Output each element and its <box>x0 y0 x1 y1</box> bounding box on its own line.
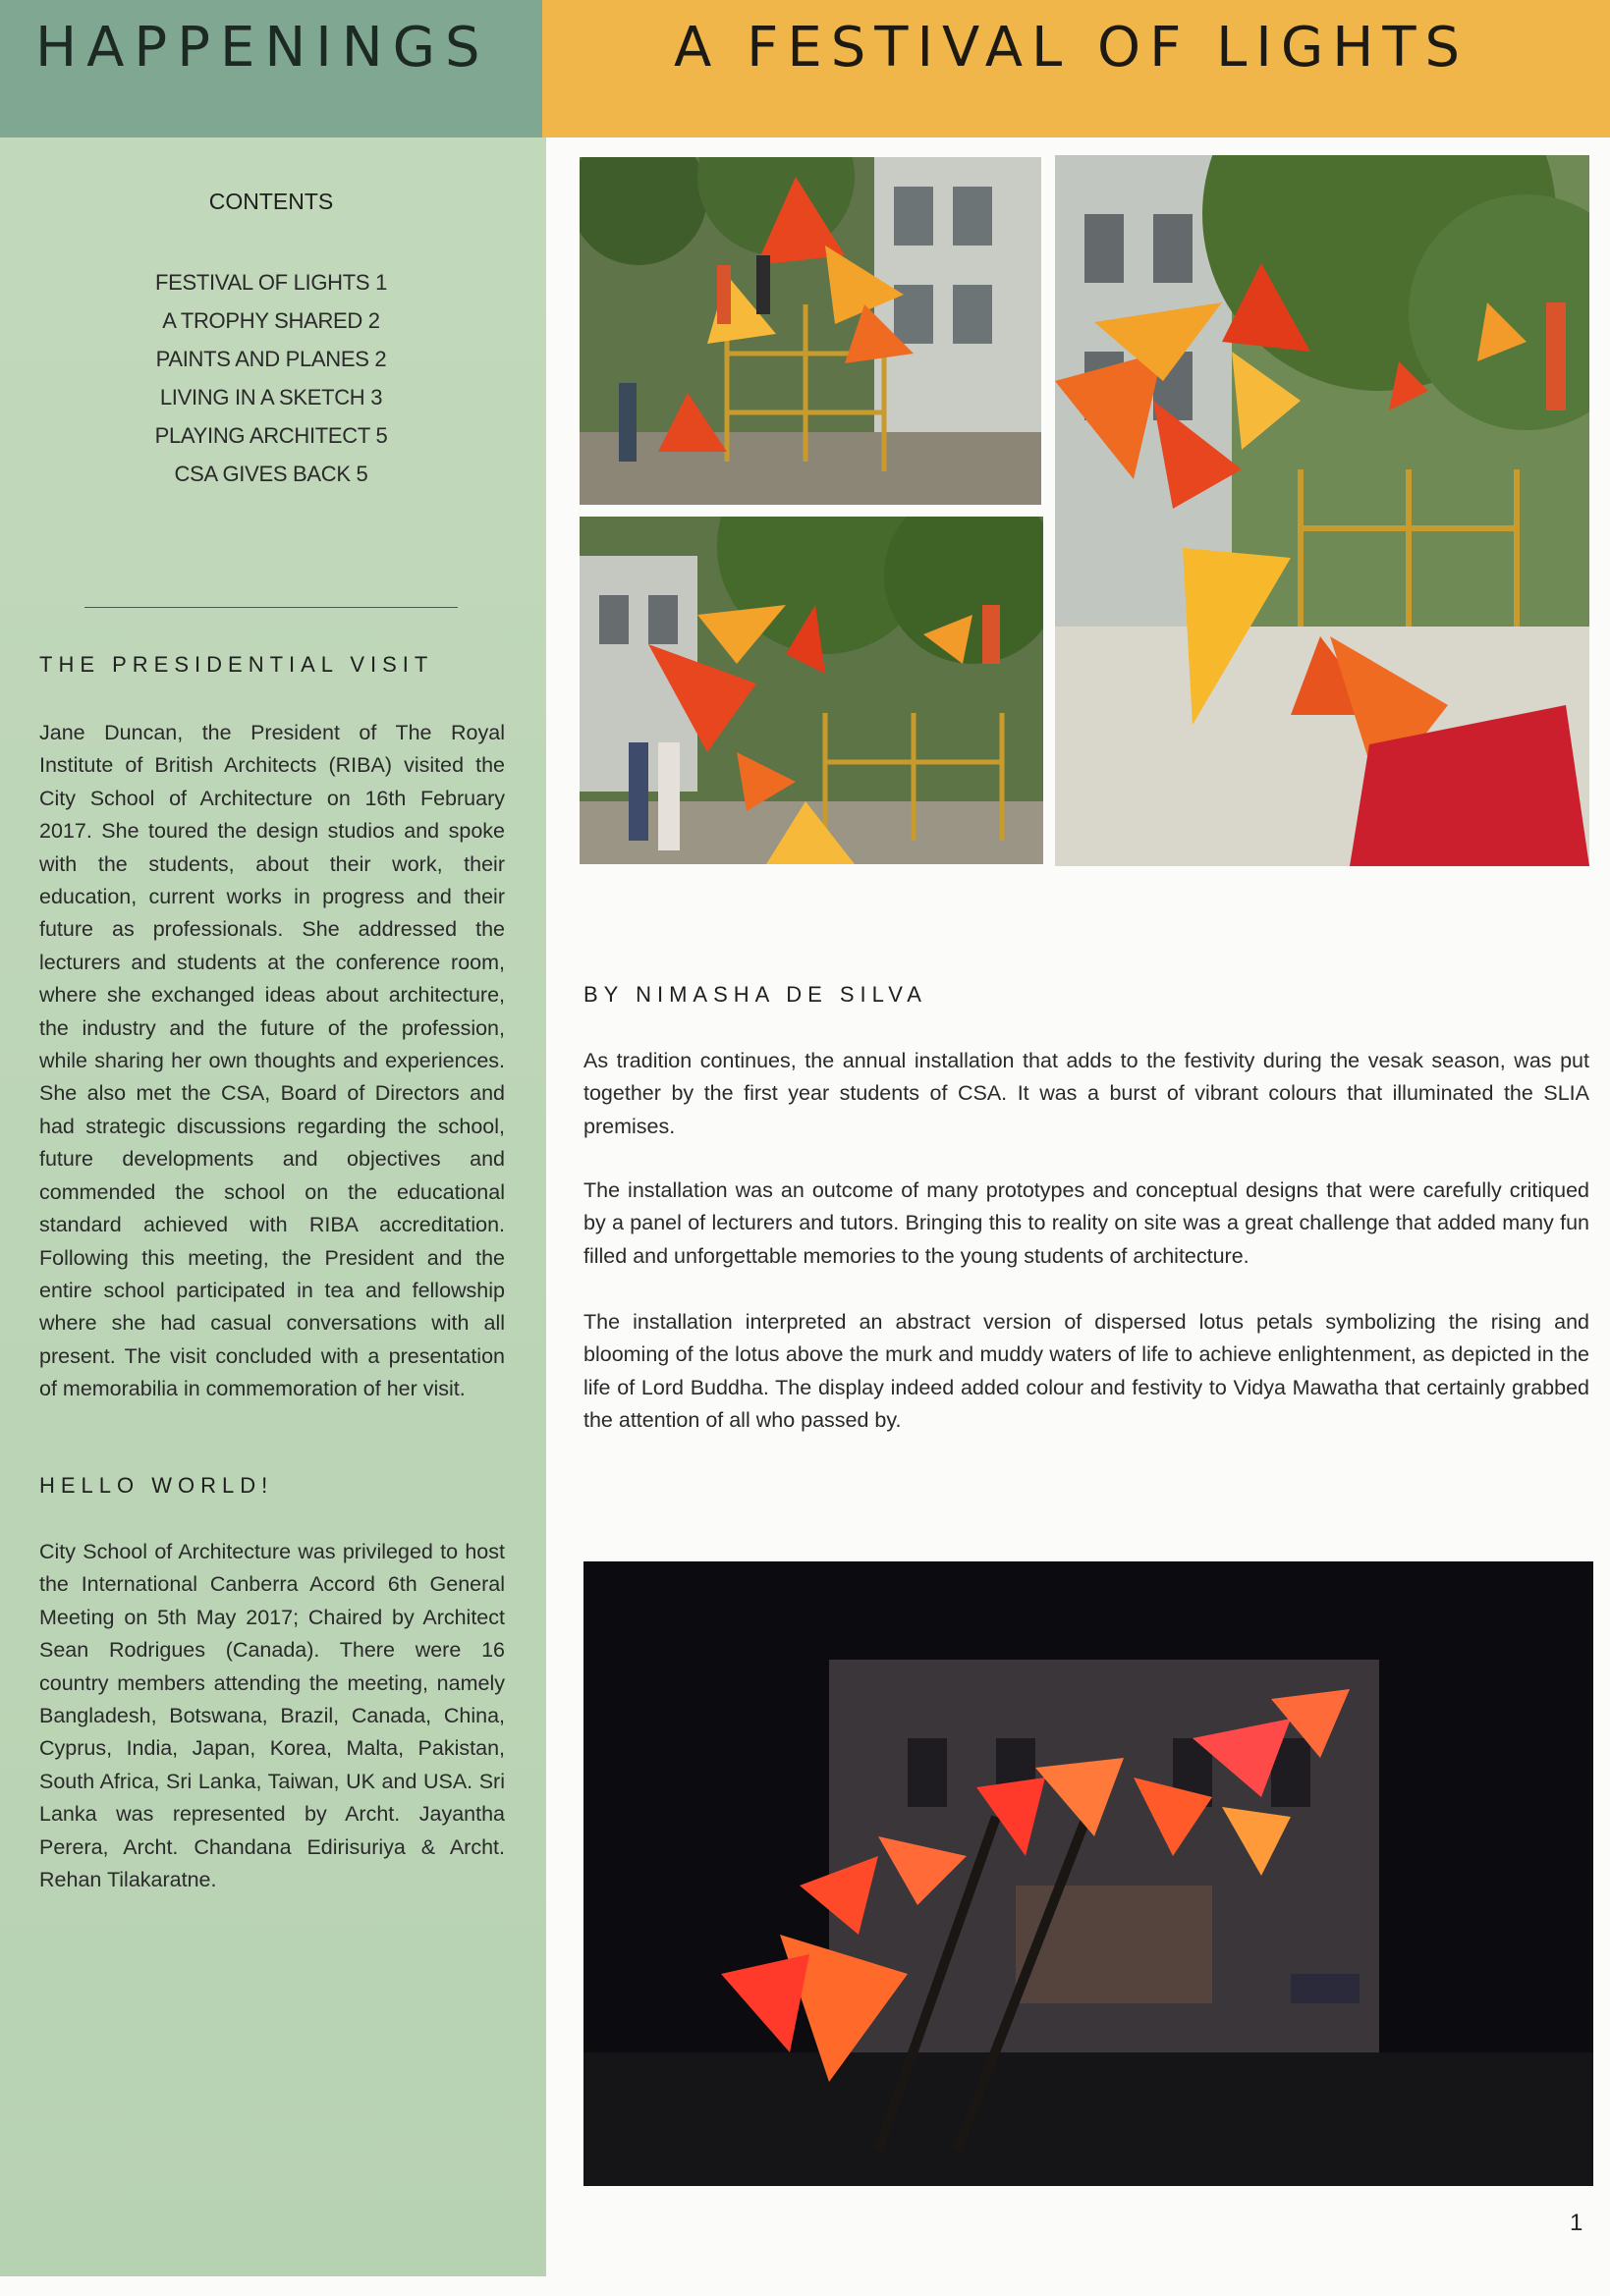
toc-item: LIVING IN A SKETCH 3 <box>159 385 383 410</box>
installation-photo-3 <box>1055 155 1589 866</box>
article-paragraph: The installation was an outcome of many prototypes and conceptual designs that were carefully critiqued by a panel of lecturers and tutors. Bringing this to reality on site was a great challenge that added many fun filled and unforgettable memories to the young students of architecture. <box>583 1178 1589 1268</box>
toc-item: PAINTS AND PLANES 2 <box>155 347 387 371</box>
hello-world-text: City School of Architecture was privileged to host the International Canberra Accord 6th General Meeting on 5th May 2017; Chaired by Architect Sean Rodrigues (Canada). There were 16 country members attending the meeting, namely Bangladesh, Botswana, Brazil, Canada, China, Cyprus, India, Japan, Korea, Malta, Pakistan, South Africa, Sri Lanka, Taiwan, UK and USA. Sri Lanka was represented by Archt. Jayantha Perera, Archt. Chandana Edirisuriya & Archt. Rehan Tilakaratne. <box>39 1540 505 1892</box>
table-of-contents <box>0 263 542 493</box>
feature-title: A FESTIVAL OF LIGHTS <box>674 16 1470 80</box>
installation-photo-2 <box>580 517 1043 864</box>
installation-photo-1 <box>580 157 1041 505</box>
toc-item: A TROPHY SHARED 2 <box>162 308 380 333</box>
section-header <box>0 0 542 137</box>
toc-item: CSA GIVES BACK 5 <box>174 462 368 486</box>
section-title: HAPPENINGS <box>35 16 490 80</box>
presidential-visit-heading: THE PRESIDENTIAL VISIT <box>39 652 434 677</box>
article-paragraph: The installation interpreted an abstract version of dispersed lotus petals symbolizing the rising and blooming of the lotus above the murk and muddy waters of life to achieve enlightenment, as depicted in the life of Lord Buddha. The display indeed added colour and festivity to Vidya Mawatha that certainly grabbed the attention of all who passed by. <box>583 1310 1589 1433</box>
toc-divider <box>84 607 458 608</box>
toc-item: PLAYING ARCHITECT 5 <box>154 423 388 448</box>
article-paragraph: As tradition continues, the annual installation that adds to the festivity during the vesak season, was put together by the first year students of CSA. It was a burst of vibrant colours that illuminated the SLIA premises. <box>583 1049 1589 1138</box>
feature-header <box>542 0 1610 137</box>
contents-title: CONTENTS <box>208 189 334 214</box>
presidential-visit-text: Jane Duncan, the President of The Royal Institute of British Architects (RIBA) visited the City School of Architecture on 16th February 2017. She toured the design studios and spoke with the students, about their work, their education, current works in progress and their future as professionals. She addressed the lecturers and students at the conference room, where she exchanged ideas about architecture, the industry and the future of the profession, while sharing her own thoughts and experiences. She also met the CSA, Board of Directors and had strategic discussions regarding the school, future developments and objectives and commended the school on the educational standard achieved with RIBA accreditation. Following this meeting, the President and the entire school participated in tea and fellowship where she had casual conversations with all present. The visit concluded with a presentation of memorabilia in commemoration of her visit. <box>39 721 505 1401</box>
night-installation-photo <box>583 1561 1593 2186</box>
page-number: 1 <box>1570 2210 1583 2236</box>
toc-item: FESTIVAL OF LIGHTS 1 <box>154 270 388 295</box>
article-byline: BY NIMASHA DE SILVA <box>583 982 927 1007</box>
hello-world-heading: HELLO WORLD! <box>39 1473 274 1498</box>
